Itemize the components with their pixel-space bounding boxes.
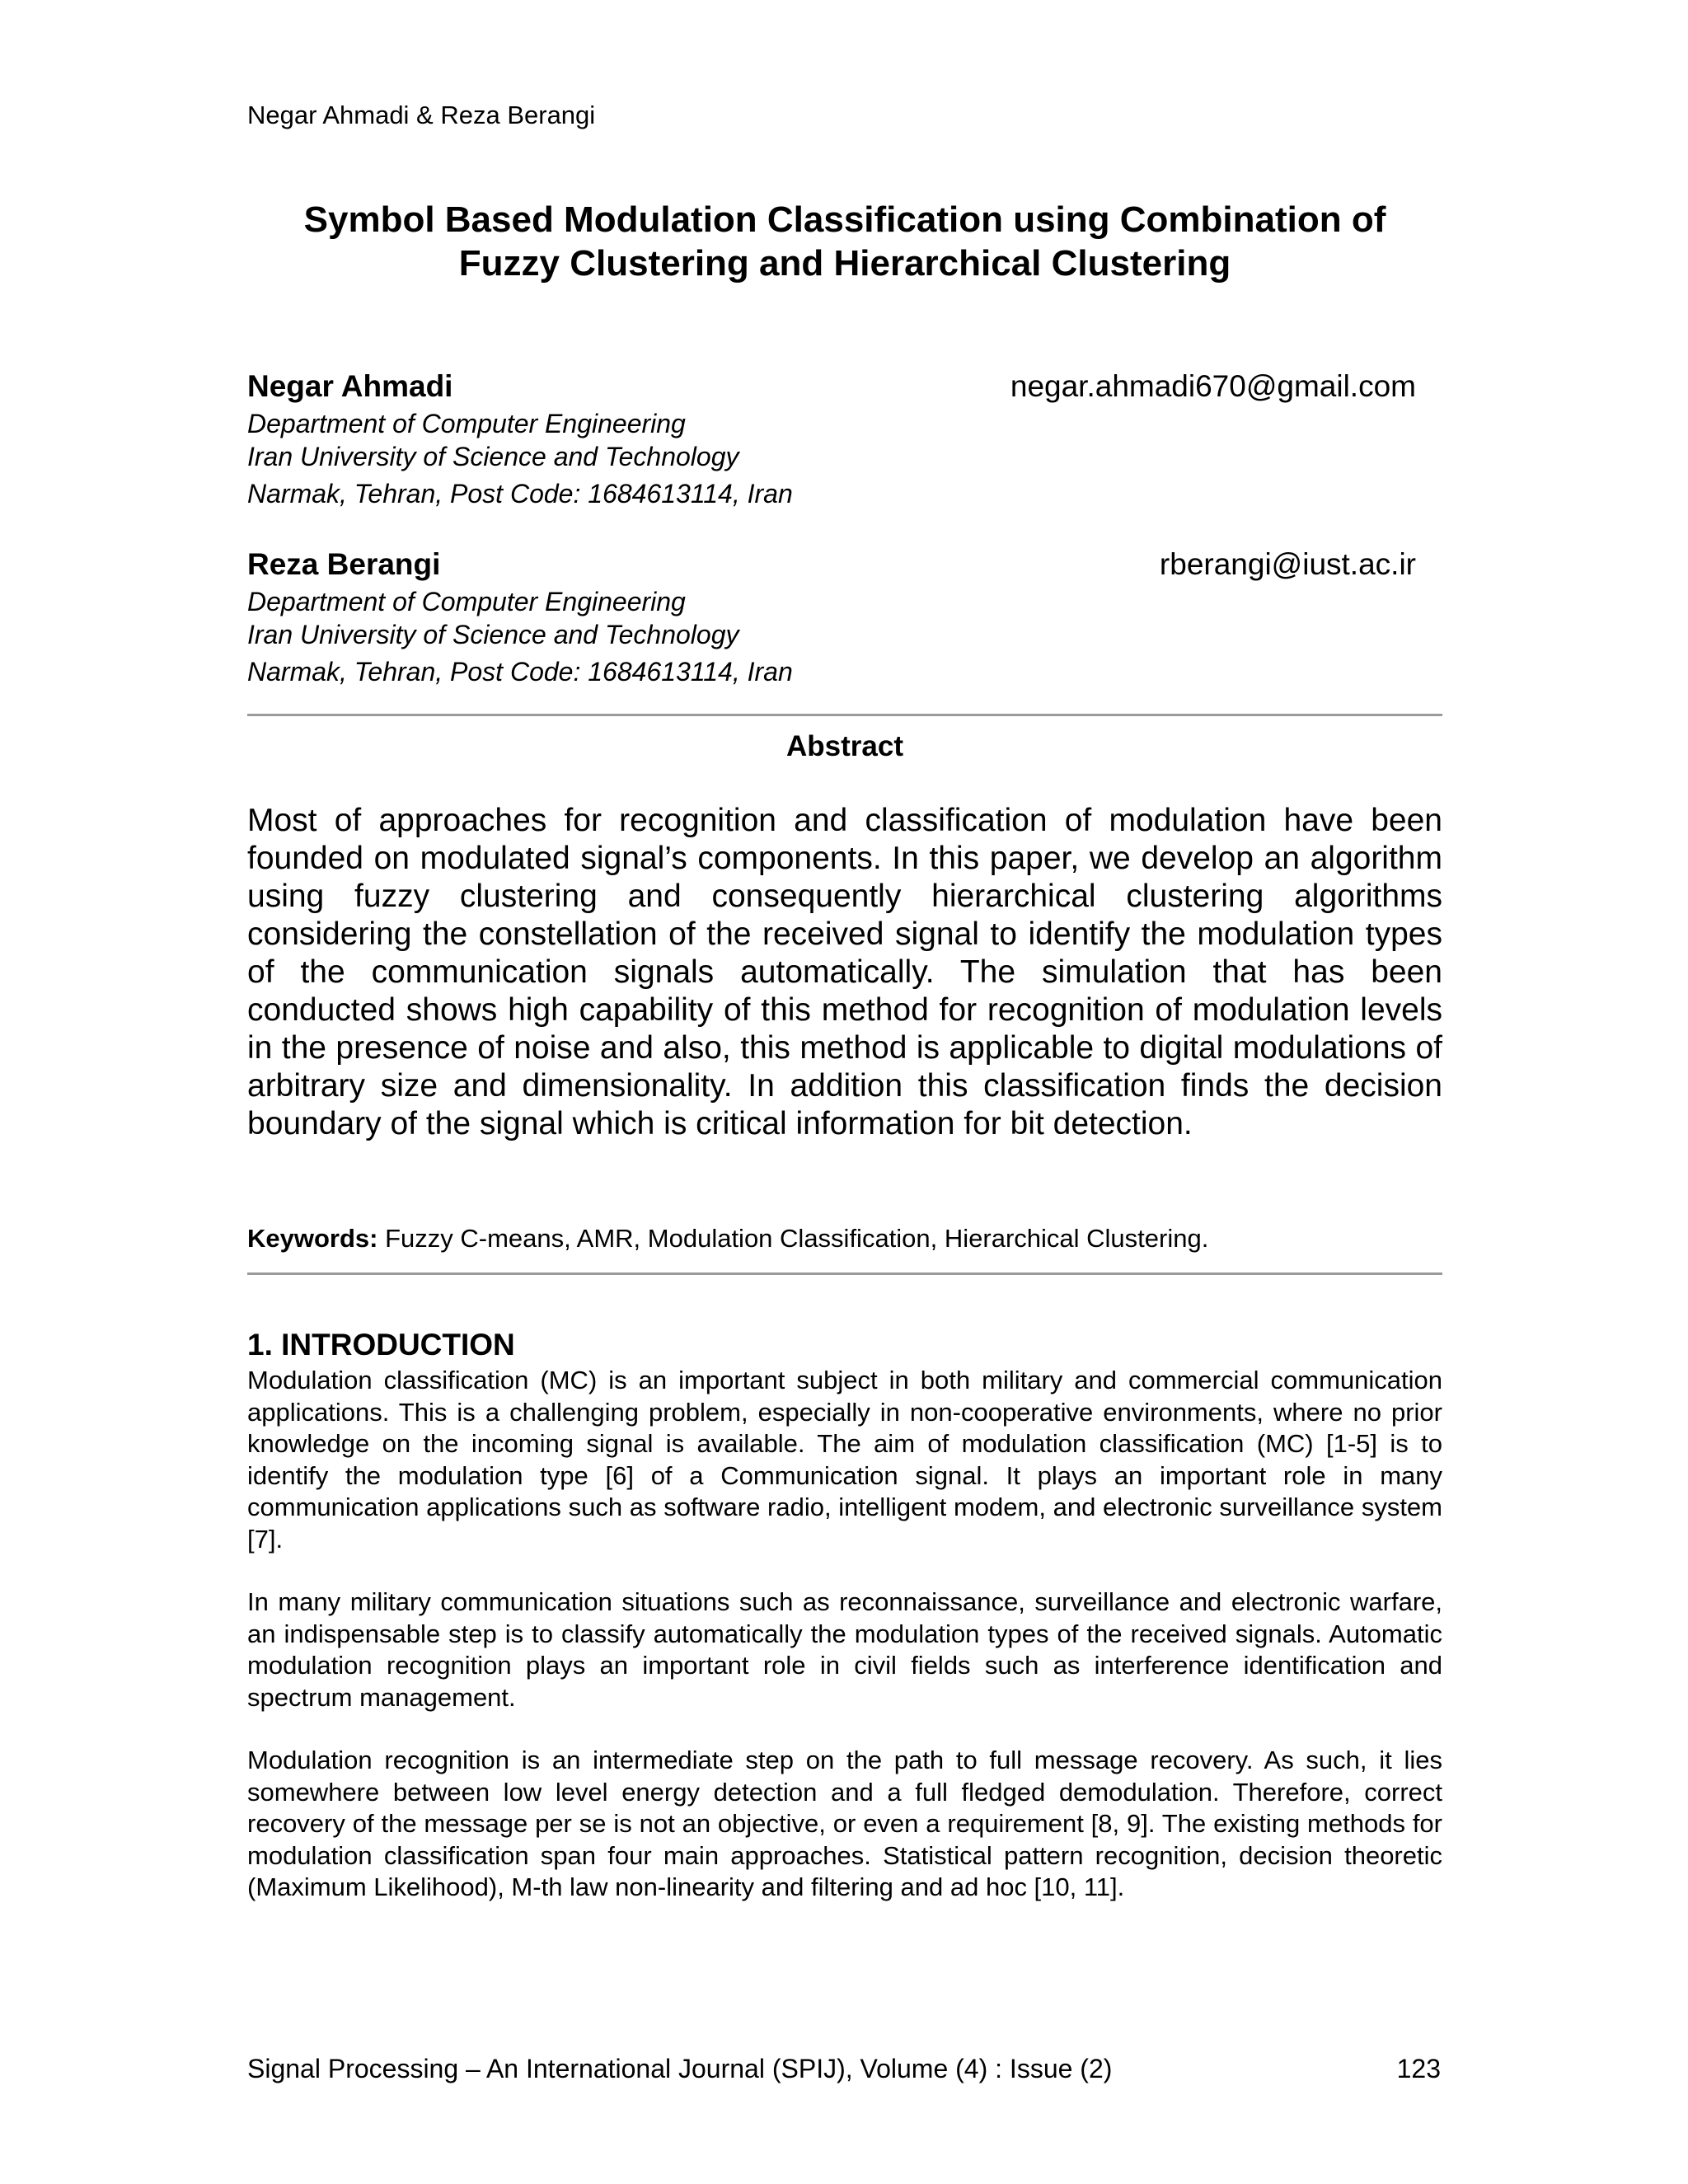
author-department: Department of Computer Engineering [247,409,686,438]
footer-journal: Signal Processing – An International Journal (SPIJ), Volume (4) : Issue (2) [247,2054,1113,2083]
author-address: Narmak, Tehran, Post Code: 1684613114, Iran [247,479,793,509]
section-heading: 1. INTRODUCTION [247,1328,515,1361]
running-header: Negar Ahmadi & Reza Berangi [247,101,596,129]
author-name: Negar Ahmadi [247,369,453,403]
author-name: Reza Berangi [247,547,441,581]
body-paragraph: In many military communication situations such as reconnaissance, surveillance and electronic warfare, an indispensable step is to classify automatically the modulation types of the received signals. Automatic modulation recognition plays an important role in civil fields such as interference identification and spectrum management. [247,1587,1442,1712]
divider-rule [247,1272,1442,1275]
paper-title [247,198,1442,285]
keywords [247,1222,1442,1255]
author-department: Department of Computer Engineering [247,587,686,616]
author-email: rberangi@iust.ac.ir [1159,547,1416,581]
body-paragraph: Modulation classification (MC) is an important subject in both military and commercial communication applications. This is a challenging problem, especially in non-cooperative environments, where no prior knowledge on the incoming signal is available. The aim of modulation classification (MC) [1-5] is to identify the modulation type [6] of a Communication signal. It plays an important role in many communication applications such as software radio, intelligent modem, and electronic surveillance system [7]. [247,1366,1442,1554]
title-line-2: Fuzzy Clustering and Hierarchical Clustering [458,243,1231,284]
keywords-text: Fuzzy C-means, AMR, Modulation Classification, Hierarchical Clustering. [377,1224,1209,1253]
author-university: Iran University of Science and Technology [247,442,739,471]
keywords-label: Keywords: [247,1224,378,1253]
author-university: Iran University of Science and Technology [247,620,739,649]
abstract-heading: Abstract [786,730,903,762]
title-line-1: Symbol Based Modulation Classification using Combination of [303,199,1386,240]
page-number: 123 [1396,2054,1441,2083]
author-email: negar.ahmadi670@gmail.com [1010,369,1416,403]
divider-rule [247,714,1442,716]
author-address: Narmak, Tehran, Post Code: 1684613114, Iran [247,657,793,687]
body-paragraph: Modulation recognition is an intermediate step on the path to full message recovery. As such, it lies somewhere between low level energy detection and a full fledged demodulation. Therefore, correct recovery of the message per se is not an objective, or even a requirement [8, 9]. The existing methods for modulation classification span four main approaches. Statistical pattern recognition, decision theoretic (Maximum Likelihood), M-th law non-linearity and filtering and ad hoc [10, 11]. [247,1746,1442,1901]
abstract-body: Most of approaches for recognition and classification of modulation have been founded on modulated signal’s components. In this paper, we develop an algorithm using fuzzy clustering and consequently hierarchical clustering algorithms considering the constellation of the received signal to identify the modulation types of the communication signals automatically. The simulation that has been conducted shows high capability of this method for recognition of modulation levels in the presence of noise and also, this method is applicable to digital modulations of arbitrary size and dimensionality. In addition this classification finds the decision boundary of the signal which is critical information for bit detection. [247,803,1442,1141]
